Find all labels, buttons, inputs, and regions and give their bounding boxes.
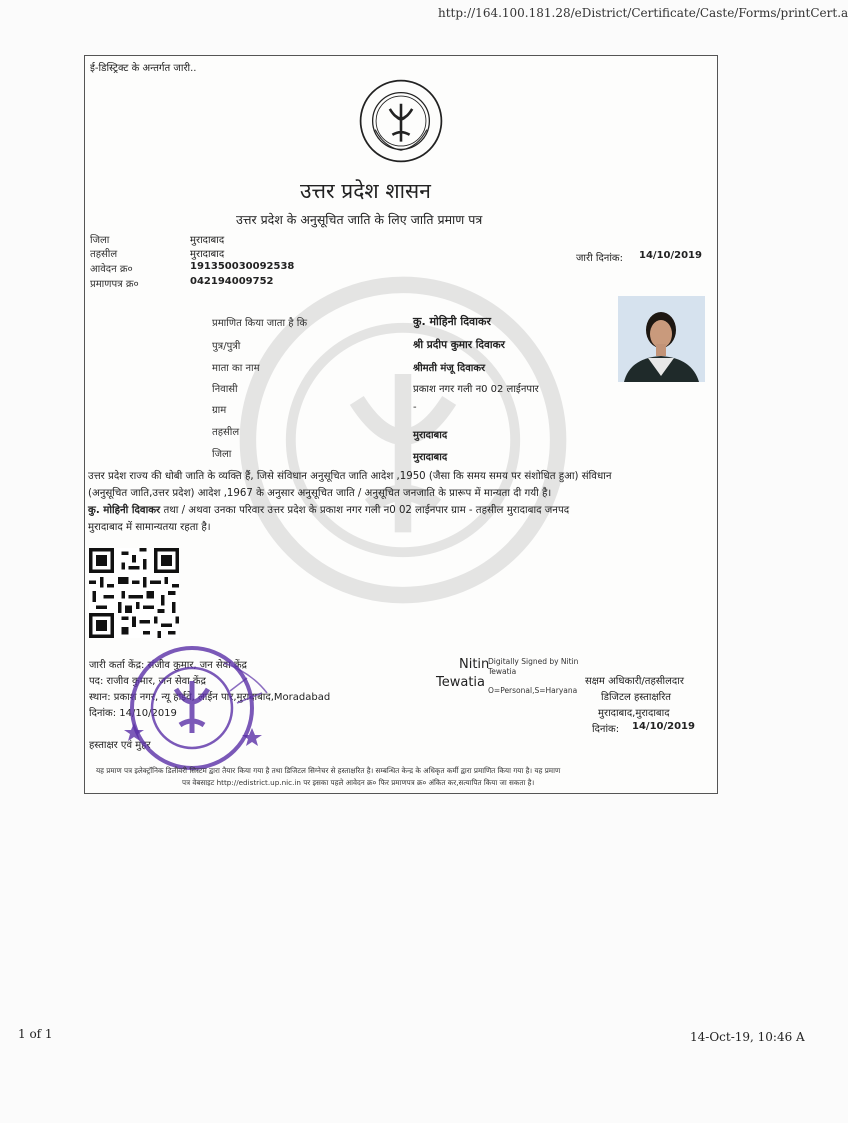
authority-date-label: दिनांक: <box>592 724 620 735</box>
issuer-post: पद: राजीव कुमार, जन सेवा केंद्र <box>89 676 206 687</box>
detail-value-tehsil: मुरादाबाद <box>413 430 448 441</box>
qr-code-icon <box>89 548 179 638</box>
official-seal-stamp-icon <box>112 633 272 783</box>
authority-title: सक्षम अधिकारी/तहसीलदार <box>585 676 684 687</box>
residence-text-line2: मुरादाबाद में सामान्यतया रहता है। <box>88 522 211 533</box>
verification-note-line1: यह प्रमाण पत्र इलेक्ट्रॉनिक डिलीवरी सिस्टम द्वारा तैयार किया गया है तथा डिजिटल सिग्नेचर से हस्ताक्षरित है। सम्बन्धित केन्द्र के अधिकृत कर्मी द्वारा प्रमाणित किया गया है। यह प्रमाण <box>96 766 561 775</box>
up-emblem-icon <box>358 78 444 164</box>
detail-label-resident: निवासी <box>212 384 238 395</box>
residence-text-rest: तथा / अथवा उनका परिवार उत्तर प्रदेश के प्रकाश नगर गली न0 02 लाईनपार ग्राम - तहसील मुरादाबाद जनपद <box>160 505 570 516</box>
residence-text-line1 <box>88 502 708 519</box>
government-title: उत्तर प्रदेश शासन <box>300 179 431 203</box>
issue-date-value: 14/10/2019 <box>639 250 702 261</box>
detail-value-district: मुरादाबाद <box>413 452 448 463</box>
certification-text-line2: (अनुसूचित जाति,उत्तर प्रदेश) आदेश ,1967 के अनुसार अनुसूचित जाति / अनुसूचित जनजाति के प्रारूप में मान्यता दी गयी है। <box>88 488 552 499</box>
detail-value-address: प्रकाश नगर गली न0 02 लाईनपार <box>413 384 539 395</box>
detail-value-name: कु. मोहिनी दिवाकर <box>413 315 491 328</box>
district-value: मुरादाबाद <box>190 235 225 246</box>
detail-label-child-of: पुत्र/पुत्री <box>212 341 241 352</box>
detail-value-village: - <box>413 402 417 413</box>
issuer-date: दिनांक: 14/10/2019 <box>89 708 177 719</box>
authority-digital: डिजिटल हस्ताक्षरित <box>601 692 671 703</box>
tehsil-label: तहसील <box>90 249 118 260</box>
district-label: जिला <box>90 235 110 246</box>
applicant-photo <box>618 296 705 382</box>
issue-date-label: जारी दिनांक: <box>576 253 623 264</box>
detail-label-village: ग्राम <box>212 405 227 416</box>
tehsil-value: मुरादाबाद <box>190 249 225 260</box>
verification-note-line2: पत्र वेबसाइट http://edistrict.up.nic.in पर इसका पहले आवेदन क्र० फिर प्रमाणपत्र क्र० अंकित कर,सत्यापित किया जा सकता है। <box>182 778 535 787</box>
certificate-title: उत्तर प्रदेश के अनुसूचित जाति के लिए जाति प्रमाण पत्र <box>236 212 483 227</box>
signature-signed-by-line2: Tewatia <box>488 667 517 676</box>
page-number: 1 of 1 <box>18 1027 53 1041</box>
residence-text-name: कु. मोहिनी दिवाकर <box>88 505 161 516</box>
detail-label-district: जिला <box>212 449 232 460</box>
signature-org: O=Personal,S=Haryana <box>488 686 578 695</box>
authority-date-value: 14/10/2019 <box>632 721 695 732</box>
issuer-place: स्थान: प्रकाश नगर, न्यू हाईवे, लाईन पार,मुरादाबाद,Moradabad <box>89 692 331 703</box>
detail-value-father: श्री प्रदीप कुमार दिवाकर <box>413 339 505 351</box>
detail-value-mother: श्रीमती मंजू दिवाकर <box>413 363 486 374</box>
certification-text-line1: उत्तर प्रदेश राज्य की धोबी जाति के व्यक्ति हैं, जिसे संविधान अनुसूचित जाति आदेश ,1950 (जैसा कि समय समय पर संशोधित हुआ) संविधान <box>88 471 612 482</box>
signature-signed-by: Digitally Signed by Nitin <box>488 657 579 666</box>
print-timestamp: 14-Oct-19, 10:46 A <box>690 1030 805 1044</box>
certificate-no-label: प्रमाणपत्र क्र० <box>90 279 139 290</box>
application-no-value: 191350030092538 <box>190 261 295 272</box>
application-no-label: आवेदन क्र० <box>90 264 133 275</box>
detail-label-tehsil: तहसील <box>212 427 240 438</box>
browser-url: http://164.100.181.28/eDistrict/Certificate/Caste/Forms/printCert.a <box>438 6 848 20</box>
issuer-center: जारी कर्ता केंद्र: संजीव कुमार, जन सेवा केंद्र <box>89 660 247 671</box>
detail-label-certified: प्रमाणित किया जाता है कि <box>212 318 308 329</box>
detail-label-mother: माता का नाम <box>212 363 260 374</box>
authority-place: मुरादाबाद,मुरादाबाद <box>598 708 670 719</box>
edistrict-note: ई-डिस्ट्रिक्ट के अन्तर्गत जारी.. <box>90 63 197 74</box>
issuer-sign-label: हस्ताक्षर एवं मुहर <box>89 740 151 751</box>
signer-name-line1: Nitin <box>459 657 490 672</box>
certificate-no-value: 042194009752 <box>190 276 274 287</box>
signer-name-line2: Tewatia <box>436 675 486 690</box>
